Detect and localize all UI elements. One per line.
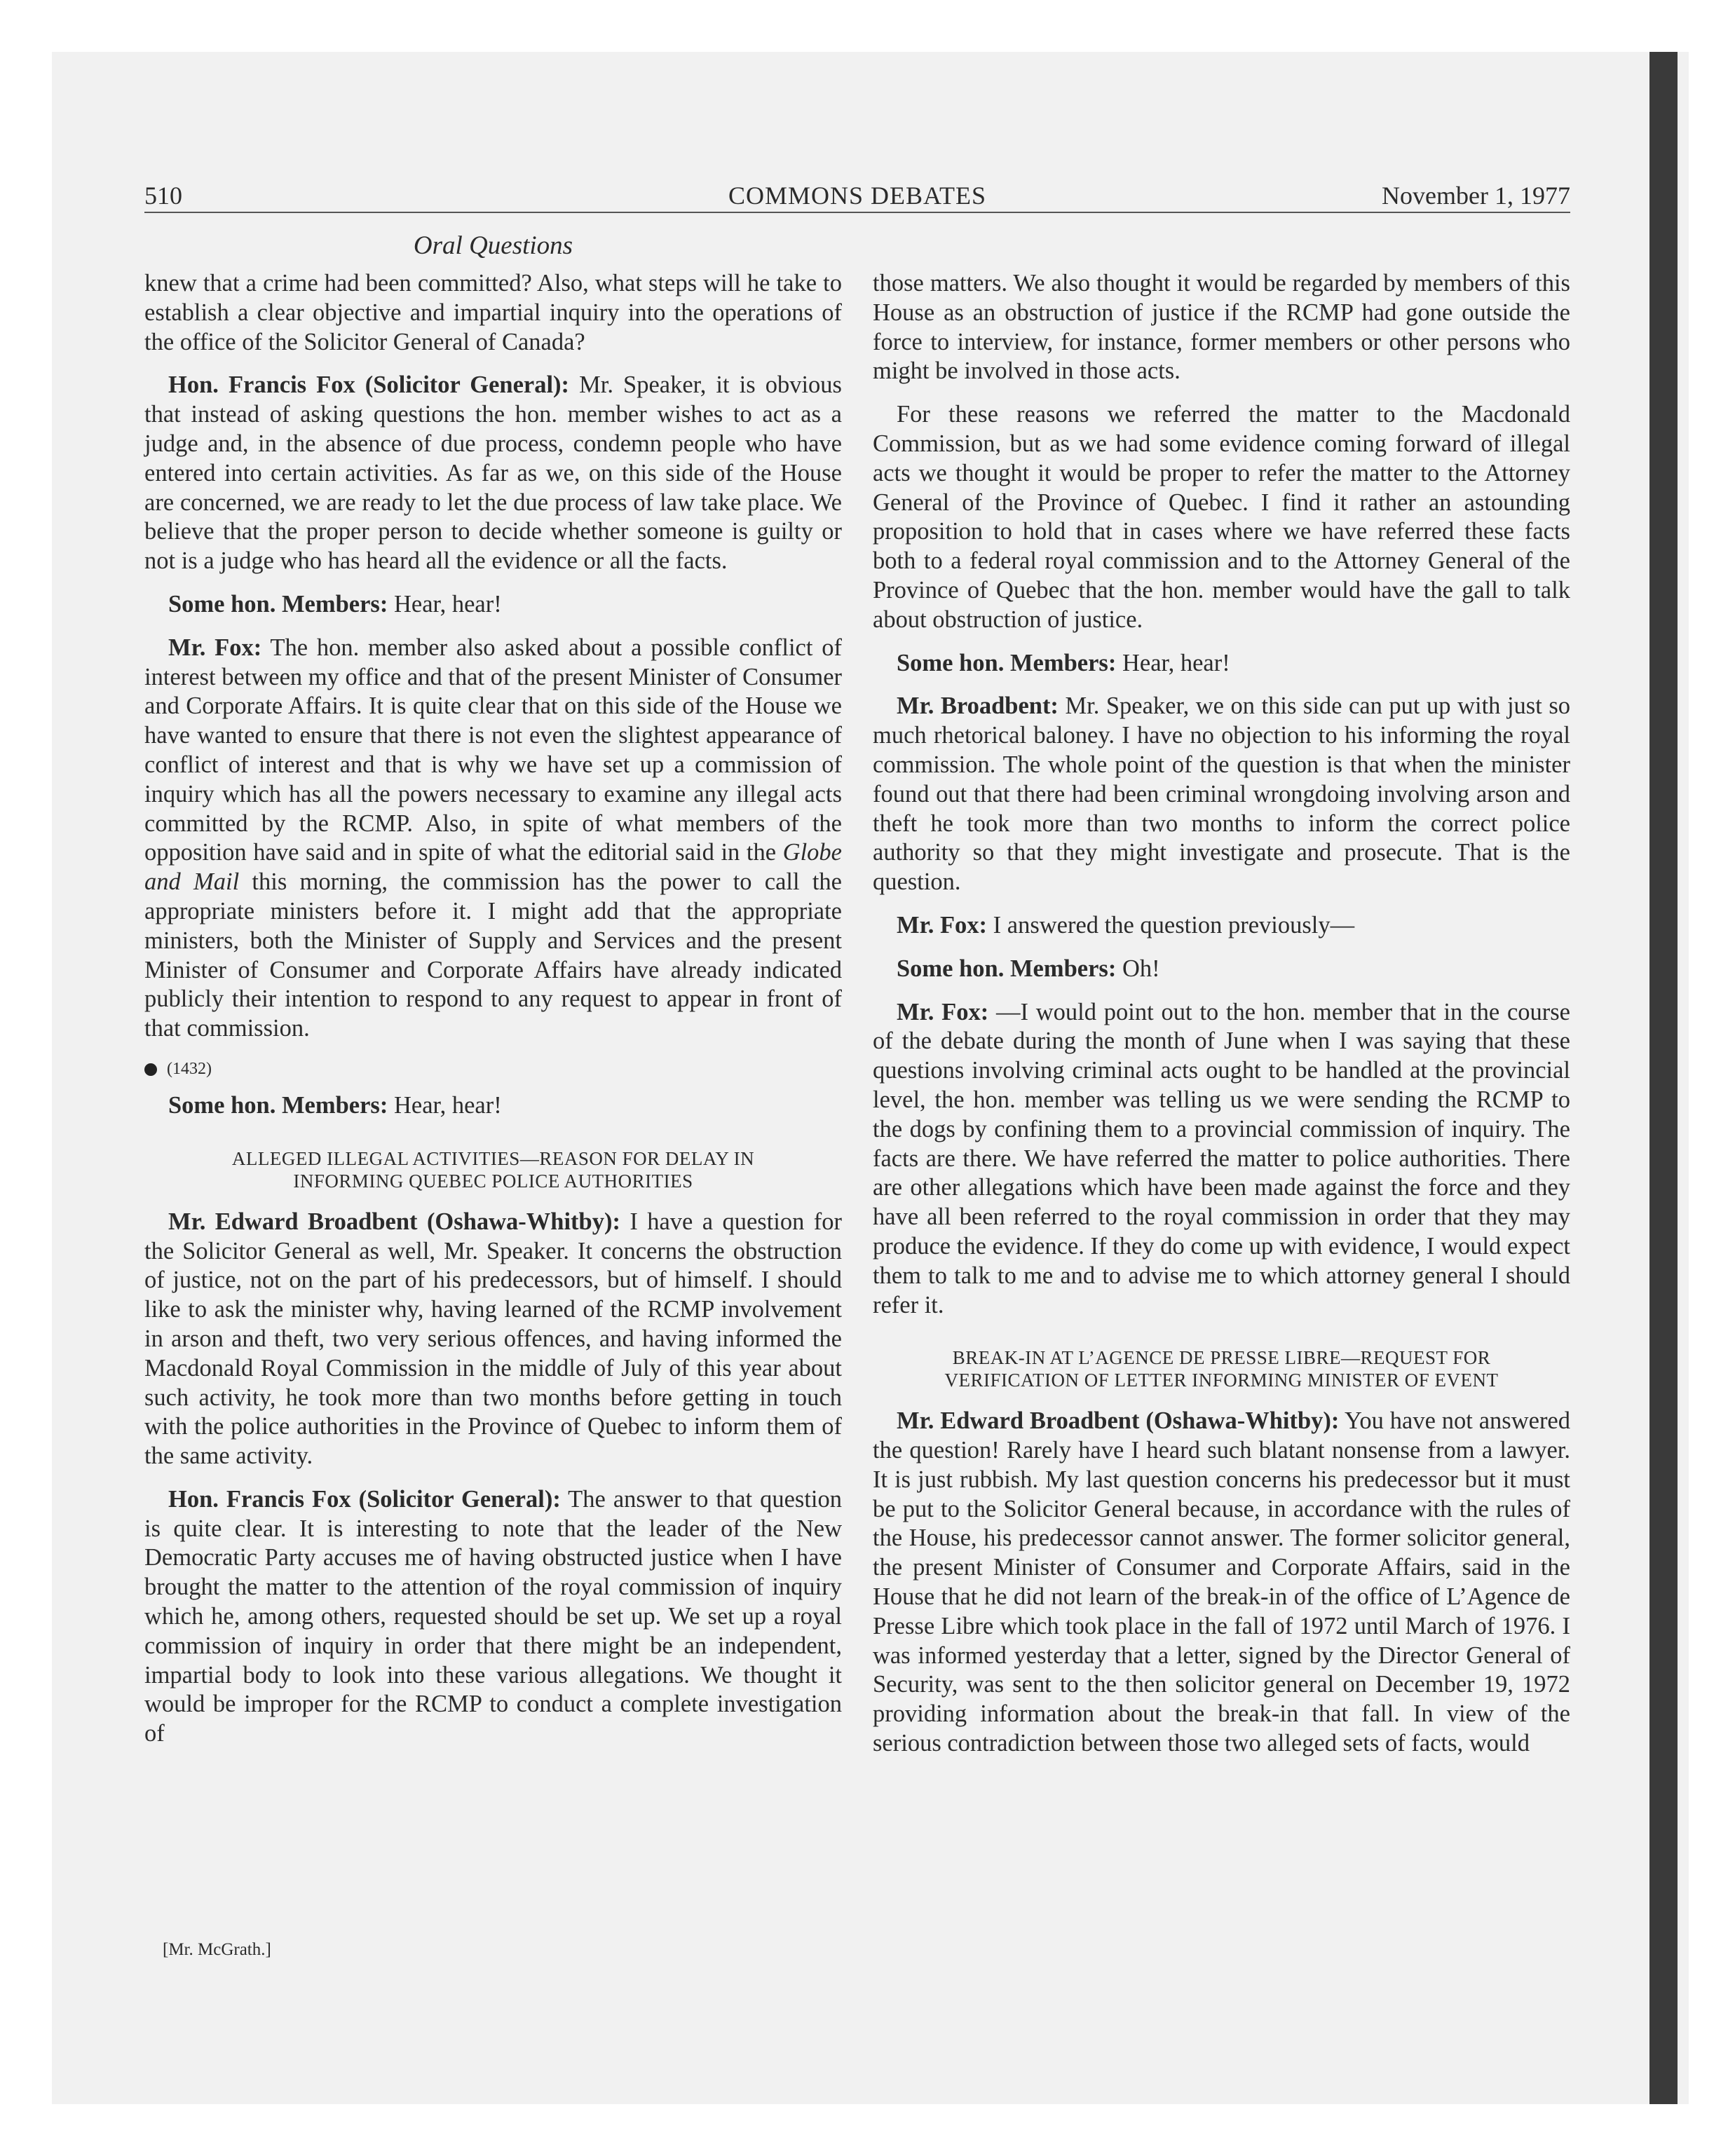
- speech: [873, 911, 1570, 941]
- time-marker: [144, 1058, 842, 1080]
- speaker-name: Some hon. Members:: [897, 955, 1117, 982]
- paragraph: knew that a crime had been committed? Also, what steps will he take to establish a clear objective and impartial inquiry into the operations of the office of the Solicitor General of Canada?: [144, 270, 842, 355]
- section-heading: [873, 1346, 1570, 1391]
- speech-text: I answered the question previously—: [987, 911, 1355, 939]
- right-column: [873, 269, 1570, 1773]
- speech: [873, 1407, 1570, 1759]
- speech: [144, 634, 842, 1044]
- speech-text: Mr. Speaker, we on this side can put up with just so much rhetorical baloney. I have no objection to his informing the royal commission. The whole point of the question is that when the minister found out that there had been criminal wrongdoing involving arson and theft he took more than two months to inform the correct police authority so that they might investigate and prosecute. That is the question.: [873, 692, 1570, 896]
- newspaper-title: Globe and Mail: [144, 839, 842, 896]
- page-header: [144, 179, 1570, 213]
- speech: [873, 692, 1570, 897]
- speech-text: I have a question for the Solicitor General as well, Mr. Speaker. It concerns the obstruction of justice, not on the part of his predecessors, but of himself. I should like to ask the minister why, having learned of the RCMP involvement in arson and theft, two very serious offences, and having informed the Macdonald Royal Commission in the middle of July of this year about such activity, he took more than two months before getting in touch with the police authorities in the Province of Quebec to inform them of the same activity.: [144, 1208, 842, 1470]
- speaker-name: Mr. Fox:: [168, 634, 262, 661]
- speaker-name: Mr. Fox:: [897, 911, 988, 939]
- speaker-name: Mr. Fox:: [897, 998, 989, 1025]
- footnote-speaker-ref: [Mr. McGrath.]: [163, 1940, 271, 1959]
- speaker-name: Some hon. Members:: [168, 1091, 388, 1119]
- speech: [144, 1485, 842, 1749]
- speech: [144, 371, 842, 576]
- publication-title: COMMONS DEBATES: [728, 182, 987, 210]
- speech-text: —I would point out to the hon. member that in the course of the debate during the month of June when I was saying that these questions involving criminal acts ought to be handled at the provincial level, the hon. member was telling us we were sending the RCMP to the dogs by confining them to a provincial commission of inquiry. The facts are there. We have referred the matter to police authorities. There are other allegations which have been made against the force and they have all been referred to the royal commission in order that they may produce the evidence. If they do come up with evidence, I would expect them to talk to me and to advise me to which attorney general I should refer it.: [873, 998, 1570, 1318]
- heading-line: INFORMING QUEBEC POLICE AUTHORITIES: [293, 1170, 693, 1192]
- publication-date: November 1, 1977: [1382, 182, 1570, 210]
- speaker-name: Hon. Francis Fox (Solicitor General):: [168, 1485, 561, 1513]
- time-stamp: (1432): [167, 1059, 212, 1078]
- bullet-icon: [144, 1063, 157, 1076]
- speech-text: Hear, hear!: [1116, 649, 1230, 676]
- speech: [873, 955, 1570, 984]
- speech: [144, 1208, 842, 1471]
- speech-text: The hon. member also asked about a possible conflict of interest between my office and that of the present Minister of Consumer and Corporate Affairs. It is quite clear that on this side of the House we have wanted to ensure that there is not even the slightest appearance of conflict of interest and that is why we have set up a commission of inquiry which has all the powers necessary to examine any illegal acts committed by the RCMP. Also, in spite of what members of the opposition have said and in spite of what the editorial said in the: [144, 634, 843, 866]
- speech-text: Hear, hear!: [388, 1091, 502, 1119]
- speaker-name: Some hon. Members:: [168, 590, 388, 618]
- speech: [873, 998, 1570, 1321]
- speaker-name: Some hon. Members:: [897, 649, 1117, 676]
- speech-text: Hear, hear!: [388, 590, 502, 618]
- running-head: Oral Questions: [413, 231, 573, 260]
- speech: [873, 649, 1570, 678]
- speech: [144, 590, 842, 620]
- speaker-name: Hon. Francis Fox (Solicitor General):: [168, 371, 570, 399]
- speaker-name: Mr. Edward Broadbent (Oshawa-Whitby):: [168, 1208, 620, 1235]
- speech-text: Mr. Speaker, it is obvious that instead of asking questions the hon. member wishes to act as a judge and, in the absence of due process, condemn people who have entered into certain activities. As far as we, on this side of the House are concerned, we are ready to let the due process of law take place. We believe that the proper person to decide whether someone is guilty or not is a judge who has heard all the evidence or all the facts.: [144, 371, 842, 575]
- heading-line: ALLEGED ILLEGAL ACTIVITIES—REASON FOR DELAY IN: [231, 1147, 755, 1169]
- section-heading: [144, 1147, 842, 1192]
- paragraph: For these reasons we referred the matter to the Macdonald Commission, but as we had some evidence coming forward of illegal acts we thought it would be proper to refer the matter to the Attorney General of the Province of Quebec. I find it rather an astounding proposition to hold that in cases where we have referred these facts both to a federal royal commission and to the Attorney General of the Province of Quebec that the hon. member would have the gall to talk about obstruction of justice.: [873, 401, 1570, 633]
- speech-text: You have not answered the question! Rarely have I heard such blatant nonsense from a lawyer. It is just rubbish. My last question concerns his predecessor but it must be put to the Solicitor General because, in accordance with the rules of the House, his predecessor cannot answer. The former solicitor general, the present Minister of Consumer and Corporate Affairs, said in the House that he did not learn of the break-in of the office of L’Agence de Presse Libre which took place in the fall of 1972 until March of 1976. I was informed yesterday that a letter, signed by the Director General of Security, was sent to the then solicitor general on December 19, 1972 providing information about the break-in that fall. In view of the serious contradiction between those two alleged sets of facts, would: [873, 1407, 1570, 1757]
- speech-text: Oh!: [1116, 955, 1160, 982]
- heading-line: BREAK-IN AT L’AGENCE DE PRESSE LIBRE—REQUEST FOR: [952, 1347, 1491, 1369]
- speaker-name: Mr. Edward Broadbent (Oshawa-Whitby):: [897, 1407, 1340, 1435]
- left-column: [144, 269, 842, 1763]
- heading-line: VERIFICATION OF LETTER INFORMING MINISTER OF EVENT: [944, 1370, 1499, 1391]
- page-number: 510: [144, 182, 182, 210]
- speech-text: this morning, the commission has the power to call the appropriate ministers before it. I might add that the appropriate ministers, both the Minister of Supply and Services and the present Minister of Consumer and Corporate Affairs have already indicated publicly their intention to respond to any request to appear in front of that commission.: [144, 868, 842, 1042]
- scan-edge-shadow: [1649, 52, 1678, 2104]
- speech-text: The answer to that question is quite clear. It is interesting to note that the leader of the New Democratic Party accuses me of having obstructed justice when I have brought the matter to the attention of the royal commission of inquiry which he, among others, requested should be set up. We set up a royal commission of inquiry in order that there might be an independent, impartial body to look into these various allegations. We thought it would be improper for the RCMP to conduct a complete investigation of: [144, 1485, 842, 1747]
- paragraph: those matters. We also thought it would be regarded by members of this House as an obstruction of justice if the RCMP had gone outside the force to interview, for instance, former members or other persons who might be involved in those acts.: [873, 270, 1570, 385]
- speech: [144, 1091, 842, 1121]
- speaker-name: Mr. Broadbent:: [897, 692, 1059, 720]
